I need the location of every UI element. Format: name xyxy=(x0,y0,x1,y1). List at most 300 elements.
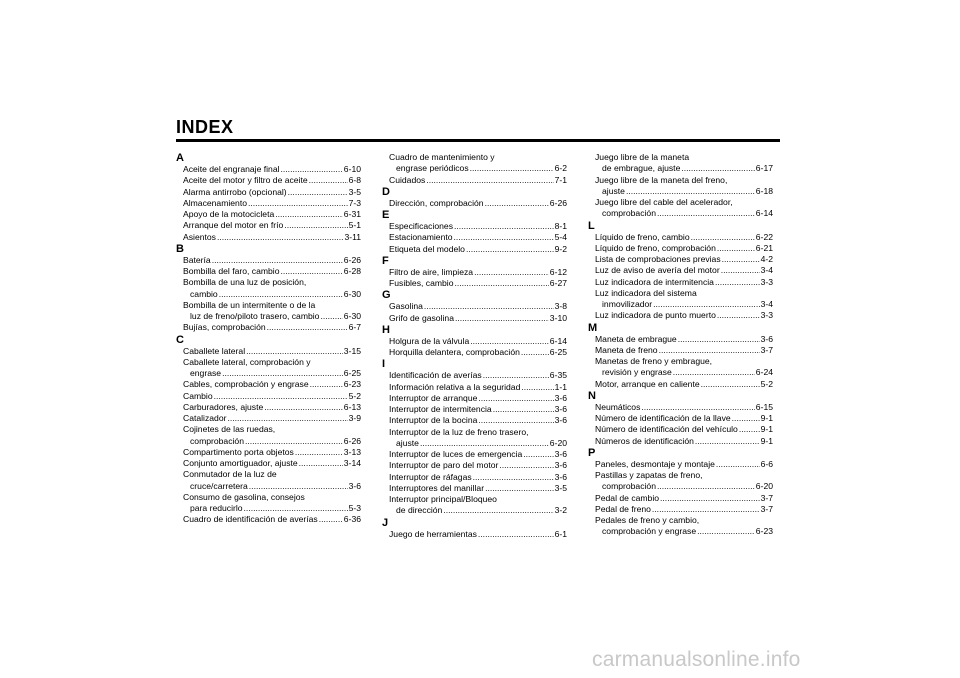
index-entry xyxy=(176,175,361,186)
index-letter-heading: B xyxy=(176,242,184,255)
leader-dots xyxy=(717,310,760,321)
index-entry-text: Almacenamiento xyxy=(183,197,248,208)
leader-dots xyxy=(722,254,760,265)
index-entry-text: Cables, comprobación y engrase xyxy=(183,379,309,390)
index-entry xyxy=(588,277,773,288)
index-entry-text: Caballete lateral, comprobación y xyxy=(183,356,311,367)
index-entry xyxy=(176,209,361,220)
index-page-number: 3-4 xyxy=(760,299,773,309)
leader-dots xyxy=(474,267,549,278)
index-page-number: 9-1 xyxy=(760,435,773,446)
leader-dots xyxy=(641,402,754,413)
index-entry xyxy=(176,379,361,390)
leader-dots xyxy=(521,347,549,358)
index-page-number: 3-3 xyxy=(760,276,773,287)
index-entry-text: de embrague, ajuste xyxy=(602,163,681,174)
index-entry-text: Pastillas y zapatas de freno, xyxy=(595,470,703,480)
index-entry xyxy=(382,483,567,494)
index-entry-text: Bujías, comprobación xyxy=(183,322,266,333)
index-entry-text: ajuste xyxy=(396,437,419,448)
index-entry-text: Juego libre del cable del acelerador, xyxy=(595,197,733,207)
index-entry-text: Pedal de cambio xyxy=(595,492,660,503)
index-page-number: 6-36 xyxy=(343,514,361,525)
leader-dots xyxy=(652,504,760,515)
leader-dots xyxy=(626,186,755,197)
index-page-number: 3-13 xyxy=(343,446,361,457)
index-page-number: 3-7 xyxy=(760,492,773,503)
index-entry xyxy=(382,415,567,426)
index-entry xyxy=(382,175,567,186)
index-entry-text: Estacionamiento xyxy=(389,232,453,243)
index-entry-text: Especificaciones xyxy=(389,221,454,231)
leader-dots xyxy=(483,370,549,381)
leader-dots xyxy=(701,379,760,390)
index-entry xyxy=(176,413,361,424)
index-page-number: 7-1 xyxy=(554,174,567,185)
index-page-number: 3-14 xyxy=(343,458,361,468)
index-entry-text: Identificación de averías xyxy=(389,370,482,381)
index-entry xyxy=(382,347,567,358)
index-entry xyxy=(382,370,567,381)
leader-dots xyxy=(660,493,760,504)
leader-dots xyxy=(485,198,549,209)
index-entry xyxy=(176,402,361,413)
index-entry-text: Neumáticos xyxy=(595,401,641,412)
index-entry-text: Gasolina xyxy=(389,301,423,312)
index-page-number: 3-5 xyxy=(554,482,567,493)
index-entry xyxy=(176,458,361,469)
page-title: INDEX xyxy=(176,117,234,137)
leader-dots xyxy=(424,301,554,312)
index-entry xyxy=(588,379,773,390)
index-entry xyxy=(176,492,361,515)
index-entry xyxy=(588,265,773,276)
index-page-number: 8-1 xyxy=(554,221,567,231)
index-entry-text: engrase periódicos xyxy=(396,163,469,174)
index-page-number: 6-35 xyxy=(549,370,567,381)
index-letter-heading: I xyxy=(382,358,386,371)
index-entry-text: de dirección xyxy=(396,505,443,516)
index-entry xyxy=(382,278,567,289)
index-page-number: 6-7 xyxy=(348,322,361,333)
index-entry xyxy=(588,504,773,515)
index-entry xyxy=(382,336,567,347)
index-entry-text: Juego de herramientas xyxy=(389,528,477,539)
leader-dots xyxy=(454,221,554,232)
leader-dots xyxy=(426,175,553,186)
index-page-number: 6-18 xyxy=(755,185,773,196)
index-page-number: 3-6 xyxy=(760,333,773,344)
leader-dots xyxy=(275,209,343,220)
index-entry-text: Número de identificación de la llave xyxy=(595,413,731,423)
index-entry-text: Pedal de freno xyxy=(595,503,651,514)
index-page-number: 6-12 xyxy=(549,266,567,277)
index-page-number: 3-11 xyxy=(344,231,361,242)
index-entry xyxy=(382,313,567,324)
index-entry-text: Bombilla de una luz de posición, xyxy=(183,277,307,288)
index-page-number: 3-7 xyxy=(760,503,773,514)
leader-dots xyxy=(249,481,348,492)
index-entry xyxy=(588,345,773,356)
index-letter-heading: L xyxy=(588,219,595,232)
leader-dots xyxy=(717,243,755,254)
leader-dots xyxy=(288,187,348,198)
index-entry xyxy=(588,402,773,413)
index-page-number: 9-1 xyxy=(760,424,773,435)
index-entry xyxy=(176,469,361,492)
index-entry-text: Información relativa a la seguridad xyxy=(389,381,521,392)
leader-dots xyxy=(521,382,553,393)
index-letter-heading: N xyxy=(588,389,596,402)
index-entry xyxy=(588,470,773,493)
leader-dots xyxy=(681,163,754,174)
index-letter-heading: P xyxy=(588,446,596,459)
index-entry-text: inmovilizador xyxy=(602,299,653,309)
index-entry-text: Luz indicadora del sistema xyxy=(595,287,697,298)
index-entry xyxy=(588,334,773,345)
index-entry xyxy=(588,288,773,311)
index-page-number: 6-13 xyxy=(343,401,361,412)
index-entry-text: comprobación xyxy=(190,435,244,446)
index-page-number: 3-3 xyxy=(760,310,773,321)
index-entry xyxy=(176,277,361,300)
leader-dots xyxy=(716,459,760,470)
leader-dots xyxy=(691,232,755,243)
index-entry-text: Conmutador de la luz de xyxy=(183,469,277,480)
index-entry-text: Interruptor de ráfagas xyxy=(389,471,472,482)
index-entry xyxy=(176,357,361,380)
index-entry-text: Fusibles, cambio xyxy=(389,278,454,288)
index-entry xyxy=(382,427,567,450)
index-entry xyxy=(588,197,773,220)
index-entry-text: Líquido de freno, comprobación xyxy=(595,242,716,253)
index-page-number: 6-24 xyxy=(755,367,773,378)
index-entry-text: Consumo de gasolina, consejos xyxy=(183,491,305,502)
index-entry-text: Interruptor de intermitencia xyxy=(389,404,492,414)
index-entry-text: Grifo de gasolina xyxy=(389,312,454,323)
index-entry-text: Maneta de freno xyxy=(595,344,658,355)
index-entry xyxy=(176,198,361,209)
index-entry-text: Interruptores del manillar xyxy=(389,482,485,493)
leader-dots xyxy=(454,232,554,243)
index-entry-text: Bombilla del faro, cambio xyxy=(183,266,280,276)
index-page-number: 3-7 xyxy=(760,344,773,355)
index-entry-text: Filtro de aire, limpieza xyxy=(389,266,474,277)
leader-dots xyxy=(299,458,343,469)
leader-dots xyxy=(499,460,553,471)
index-entry xyxy=(176,266,361,277)
index-entry-text: Lista de comprobaciones previas xyxy=(595,254,721,264)
index-entry xyxy=(588,254,773,265)
index-page-number: 1-1 xyxy=(554,381,567,392)
leader-dots xyxy=(478,393,553,404)
index-page-number: 3-6 xyxy=(554,460,567,471)
index-page-number: 6-23 xyxy=(343,379,361,390)
index-entry xyxy=(588,459,773,470)
index-entry xyxy=(588,356,773,379)
index-entry-text: Holgura de la válvula xyxy=(389,335,470,346)
index-entry xyxy=(588,436,773,447)
index-page-number: 5-4 xyxy=(554,232,567,243)
index-page-number: 3-2 xyxy=(554,505,567,516)
index-entry xyxy=(176,164,361,175)
leader-dots xyxy=(420,438,549,449)
index-entry-text: Interruptor de arranque xyxy=(389,392,478,403)
index-page-number: 6-6 xyxy=(760,458,773,469)
index-entry-text: Aceite del motor y filtro de aceite xyxy=(183,175,308,186)
index-page-number: 6-30 xyxy=(343,288,361,299)
index-page-number: 6-30 xyxy=(343,311,361,321)
index-page-number: 3-6 xyxy=(348,480,361,491)
index-entry xyxy=(382,152,567,175)
index-entry xyxy=(176,220,361,231)
leader-dots xyxy=(214,391,348,402)
leader-dots xyxy=(478,529,554,540)
index-entry-text: Líquido de freno, cambio xyxy=(595,231,690,242)
index-entry-text: Motor, arranque en caliente xyxy=(595,378,700,389)
index-entry xyxy=(382,449,567,460)
leader-dots xyxy=(478,415,553,426)
leader-dots xyxy=(470,163,554,174)
index-entry xyxy=(176,391,361,402)
index-entry xyxy=(382,494,567,517)
index-entry-text: Interruptor de luces de emergencia xyxy=(389,449,523,459)
index-page-number: 4-2 xyxy=(760,254,773,264)
leader-dots xyxy=(227,413,347,424)
index-entry xyxy=(588,424,773,435)
index-entry-text: Juego libre de la maneta del freno, xyxy=(595,174,728,185)
index-entry-text: engrase xyxy=(190,368,222,378)
index-entry-text: luz de freno/piloto trasero, cambio xyxy=(190,311,320,321)
index-entry xyxy=(176,514,361,525)
leader-dots xyxy=(284,220,347,231)
leader-dots xyxy=(222,368,343,379)
index-entry-text: cambio xyxy=(190,288,218,299)
index-letter-heading: M xyxy=(588,321,598,334)
index-entry-text: Conjunto amortiguador, ajuste xyxy=(183,458,298,468)
leader-dots xyxy=(523,449,553,460)
index-letter-heading: A xyxy=(176,152,184,164)
index-letter-heading: F xyxy=(382,254,389,267)
leader-dots xyxy=(267,322,348,333)
index-entry-text: Aceite del engranaje final xyxy=(183,164,280,174)
index-entry xyxy=(382,267,567,278)
leader-dots xyxy=(281,266,343,277)
leader-dots xyxy=(493,404,554,415)
index-entry xyxy=(176,255,361,266)
index-entry xyxy=(176,346,361,357)
index-entry xyxy=(588,243,773,254)
index-page-number: 3-15 xyxy=(343,345,361,356)
index-entry-text: Paneles, desmontaje y montaje xyxy=(595,458,715,469)
index-entry xyxy=(382,198,567,209)
index-entry-text: Interruptor de la bocina xyxy=(389,415,478,426)
index-entry-text: ajuste xyxy=(602,185,625,196)
index-entry xyxy=(382,232,567,243)
index-page-number: 9-2 xyxy=(554,243,567,254)
index-entry xyxy=(588,493,773,504)
index-entry-text: Catalizador xyxy=(183,413,227,423)
index-letter-heading: G xyxy=(382,289,391,302)
index-page-number: 6-1 xyxy=(554,528,567,539)
index-page-number: 3-8 xyxy=(554,301,567,312)
leader-dots xyxy=(466,244,554,255)
index-entry-text: Carburadores, ajuste xyxy=(183,401,264,412)
index-page-number: 6-21 xyxy=(755,242,773,253)
index-page-number: 3-6 xyxy=(554,392,567,403)
leader-dots xyxy=(454,278,548,289)
leader-dots xyxy=(721,265,760,276)
leader-dots xyxy=(473,472,554,483)
index-page-number: 6-26 xyxy=(343,435,361,446)
index-page-number: 9-1 xyxy=(760,413,773,423)
index-entry xyxy=(382,529,567,540)
index-entry-text: Compartimento porta objetos xyxy=(183,446,294,457)
index-page-number: 3-6 xyxy=(554,404,567,414)
index-entry-text: Luz indicadora de intermitencia xyxy=(595,276,714,287)
leader-dots xyxy=(244,503,348,514)
title-rule xyxy=(176,139,780,142)
index-entry-text: Asientos xyxy=(183,231,216,242)
index-entry xyxy=(176,187,361,198)
index-entry-text: Número de identificación del vehículo xyxy=(595,424,738,435)
index-entry-text: Números de identificación xyxy=(595,435,694,446)
index-page-number: 6-26 xyxy=(343,254,361,265)
index-entry xyxy=(176,447,361,458)
index-entry-text: Dirección, comprobación xyxy=(389,197,484,208)
index-letter-heading: J xyxy=(382,516,389,529)
index-entry-text: comprobación y engrase xyxy=(602,526,697,537)
leader-dots xyxy=(245,436,343,447)
index-entry-text: revisión y engrase xyxy=(602,367,672,378)
index-entry-text: para reducirlo xyxy=(190,503,243,513)
index-page-number: 6-25 xyxy=(549,347,567,357)
index-entry-text: Alarma antirrobo (opcional) xyxy=(183,186,287,197)
index-entry-text: Luz indicadora de punto muerto xyxy=(595,310,716,321)
index-entry-text: Pedales de freno y cambio, xyxy=(595,515,700,525)
index-entry-text: comprobación xyxy=(602,481,656,492)
leader-dots xyxy=(310,379,343,390)
index-page-number: 6-14 xyxy=(549,335,567,346)
leader-dots xyxy=(739,424,760,435)
index-entry xyxy=(382,460,567,471)
leader-dots xyxy=(695,436,760,447)
index-entry-text: Batería xyxy=(183,254,211,265)
index-page-number: 7-3 xyxy=(348,197,361,208)
index-entry-text: cruce/carretera xyxy=(190,480,248,491)
index-entry xyxy=(382,393,567,404)
index-entry xyxy=(382,382,567,393)
index-entry xyxy=(382,301,567,312)
index-letter-heading: E xyxy=(382,209,390,221)
index-page-number: 6-25 xyxy=(343,368,361,378)
index-entry-text: Arranque del motor en frío xyxy=(183,220,284,231)
index-letter-heading: H xyxy=(382,323,390,336)
index-entry xyxy=(588,175,773,198)
index-entry-text: Juego libre de la maneta xyxy=(595,152,690,162)
index-entry-text: Cambio xyxy=(183,390,213,401)
index-entry-text: Interruptor de paro del motor xyxy=(389,460,499,471)
index-page-number: 6-14 xyxy=(755,208,773,219)
index-page-number: 3-5 xyxy=(348,186,361,197)
index-entry xyxy=(176,300,361,323)
index-page-number: 5-2 xyxy=(760,378,773,389)
leader-dots xyxy=(246,346,343,357)
leader-dots xyxy=(657,208,755,219)
leader-dots xyxy=(217,232,343,243)
index-page-number: 6-26 xyxy=(549,197,567,208)
index-page-number: 6-27 xyxy=(549,278,567,288)
watermark: carmanualsonline.info xyxy=(592,648,801,671)
index-letter-heading: C xyxy=(176,333,184,346)
leader-dots xyxy=(212,255,343,266)
index-page-number: 6-28 xyxy=(343,266,361,276)
leader-dots xyxy=(443,505,553,516)
index-entry-text: Interruptor de la luz de freno trasero, xyxy=(389,426,529,437)
index-page-number: 6-8 xyxy=(348,175,361,186)
index-entry xyxy=(382,404,567,415)
index-entry xyxy=(176,232,361,243)
leader-dots xyxy=(678,334,760,345)
index-entry-text: comprobación xyxy=(602,208,656,219)
index-page-number: 6-22 xyxy=(755,231,773,242)
leader-dots xyxy=(653,299,759,310)
leader-dots xyxy=(732,413,760,424)
leader-dots xyxy=(697,526,755,537)
index-page-number: 3-4 xyxy=(760,265,773,276)
index-entry-text: Luz de aviso de avería del motor xyxy=(595,265,720,276)
leader-dots xyxy=(455,313,549,324)
index-page-number: 6-20 xyxy=(549,437,567,448)
index-page-number: 5-3 xyxy=(348,503,361,513)
index-entry-text: Apoyo de la motocicleta xyxy=(183,209,275,219)
leader-dots xyxy=(219,289,343,300)
index-column-1 xyxy=(176,152,361,526)
index-entry xyxy=(588,413,773,424)
index-column-3 xyxy=(588,152,773,538)
leader-dots xyxy=(320,311,342,322)
leader-dots xyxy=(673,367,755,378)
leader-dots xyxy=(657,481,755,492)
leader-dots xyxy=(659,345,760,356)
index-entry-text: Manetas de freno y embrague, xyxy=(595,356,713,366)
index-entry-text: Cojinetes de las ruedas, xyxy=(183,424,276,435)
index-column-2 xyxy=(382,152,567,540)
index-entry-text: Caballete lateral xyxy=(183,345,246,356)
index-entry-text: Cuidados xyxy=(389,174,426,185)
index-page-number: 3-6 xyxy=(554,415,567,426)
index-entry xyxy=(588,232,773,243)
index-entry-text: Maneta de embrague xyxy=(595,333,677,344)
index-page-number: 6-15 xyxy=(755,401,773,412)
index-page-number: 6-2 xyxy=(554,163,567,174)
index-entry xyxy=(588,152,773,175)
leader-dots xyxy=(264,402,343,413)
index-entry xyxy=(588,515,773,538)
index-letter-heading: D xyxy=(382,185,390,198)
index-page-number: 6-20 xyxy=(755,481,773,492)
index-entry-text: Horquilla delantera, comprobación xyxy=(389,347,520,357)
index-entry-text: Interruptor principal/Bloqueo xyxy=(389,494,497,504)
index-page-number: 3-6 xyxy=(554,449,567,459)
index-page-number: 5-2 xyxy=(348,390,361,401)
index-page-number: 6-23 xyxy=(755,526,773,537)
leader-dots xyxy=(470,336,549,347)
leader-dots xyxy=(309,175,348,186)
index-entry-text: Etiqueta del modelo xyxy=(389,243,465,254)
index-entry-text: Bombilla de un intermitente o de la xyxy=(183,299,316,310)
leader-dots xyxy=(281,164,343,175)
